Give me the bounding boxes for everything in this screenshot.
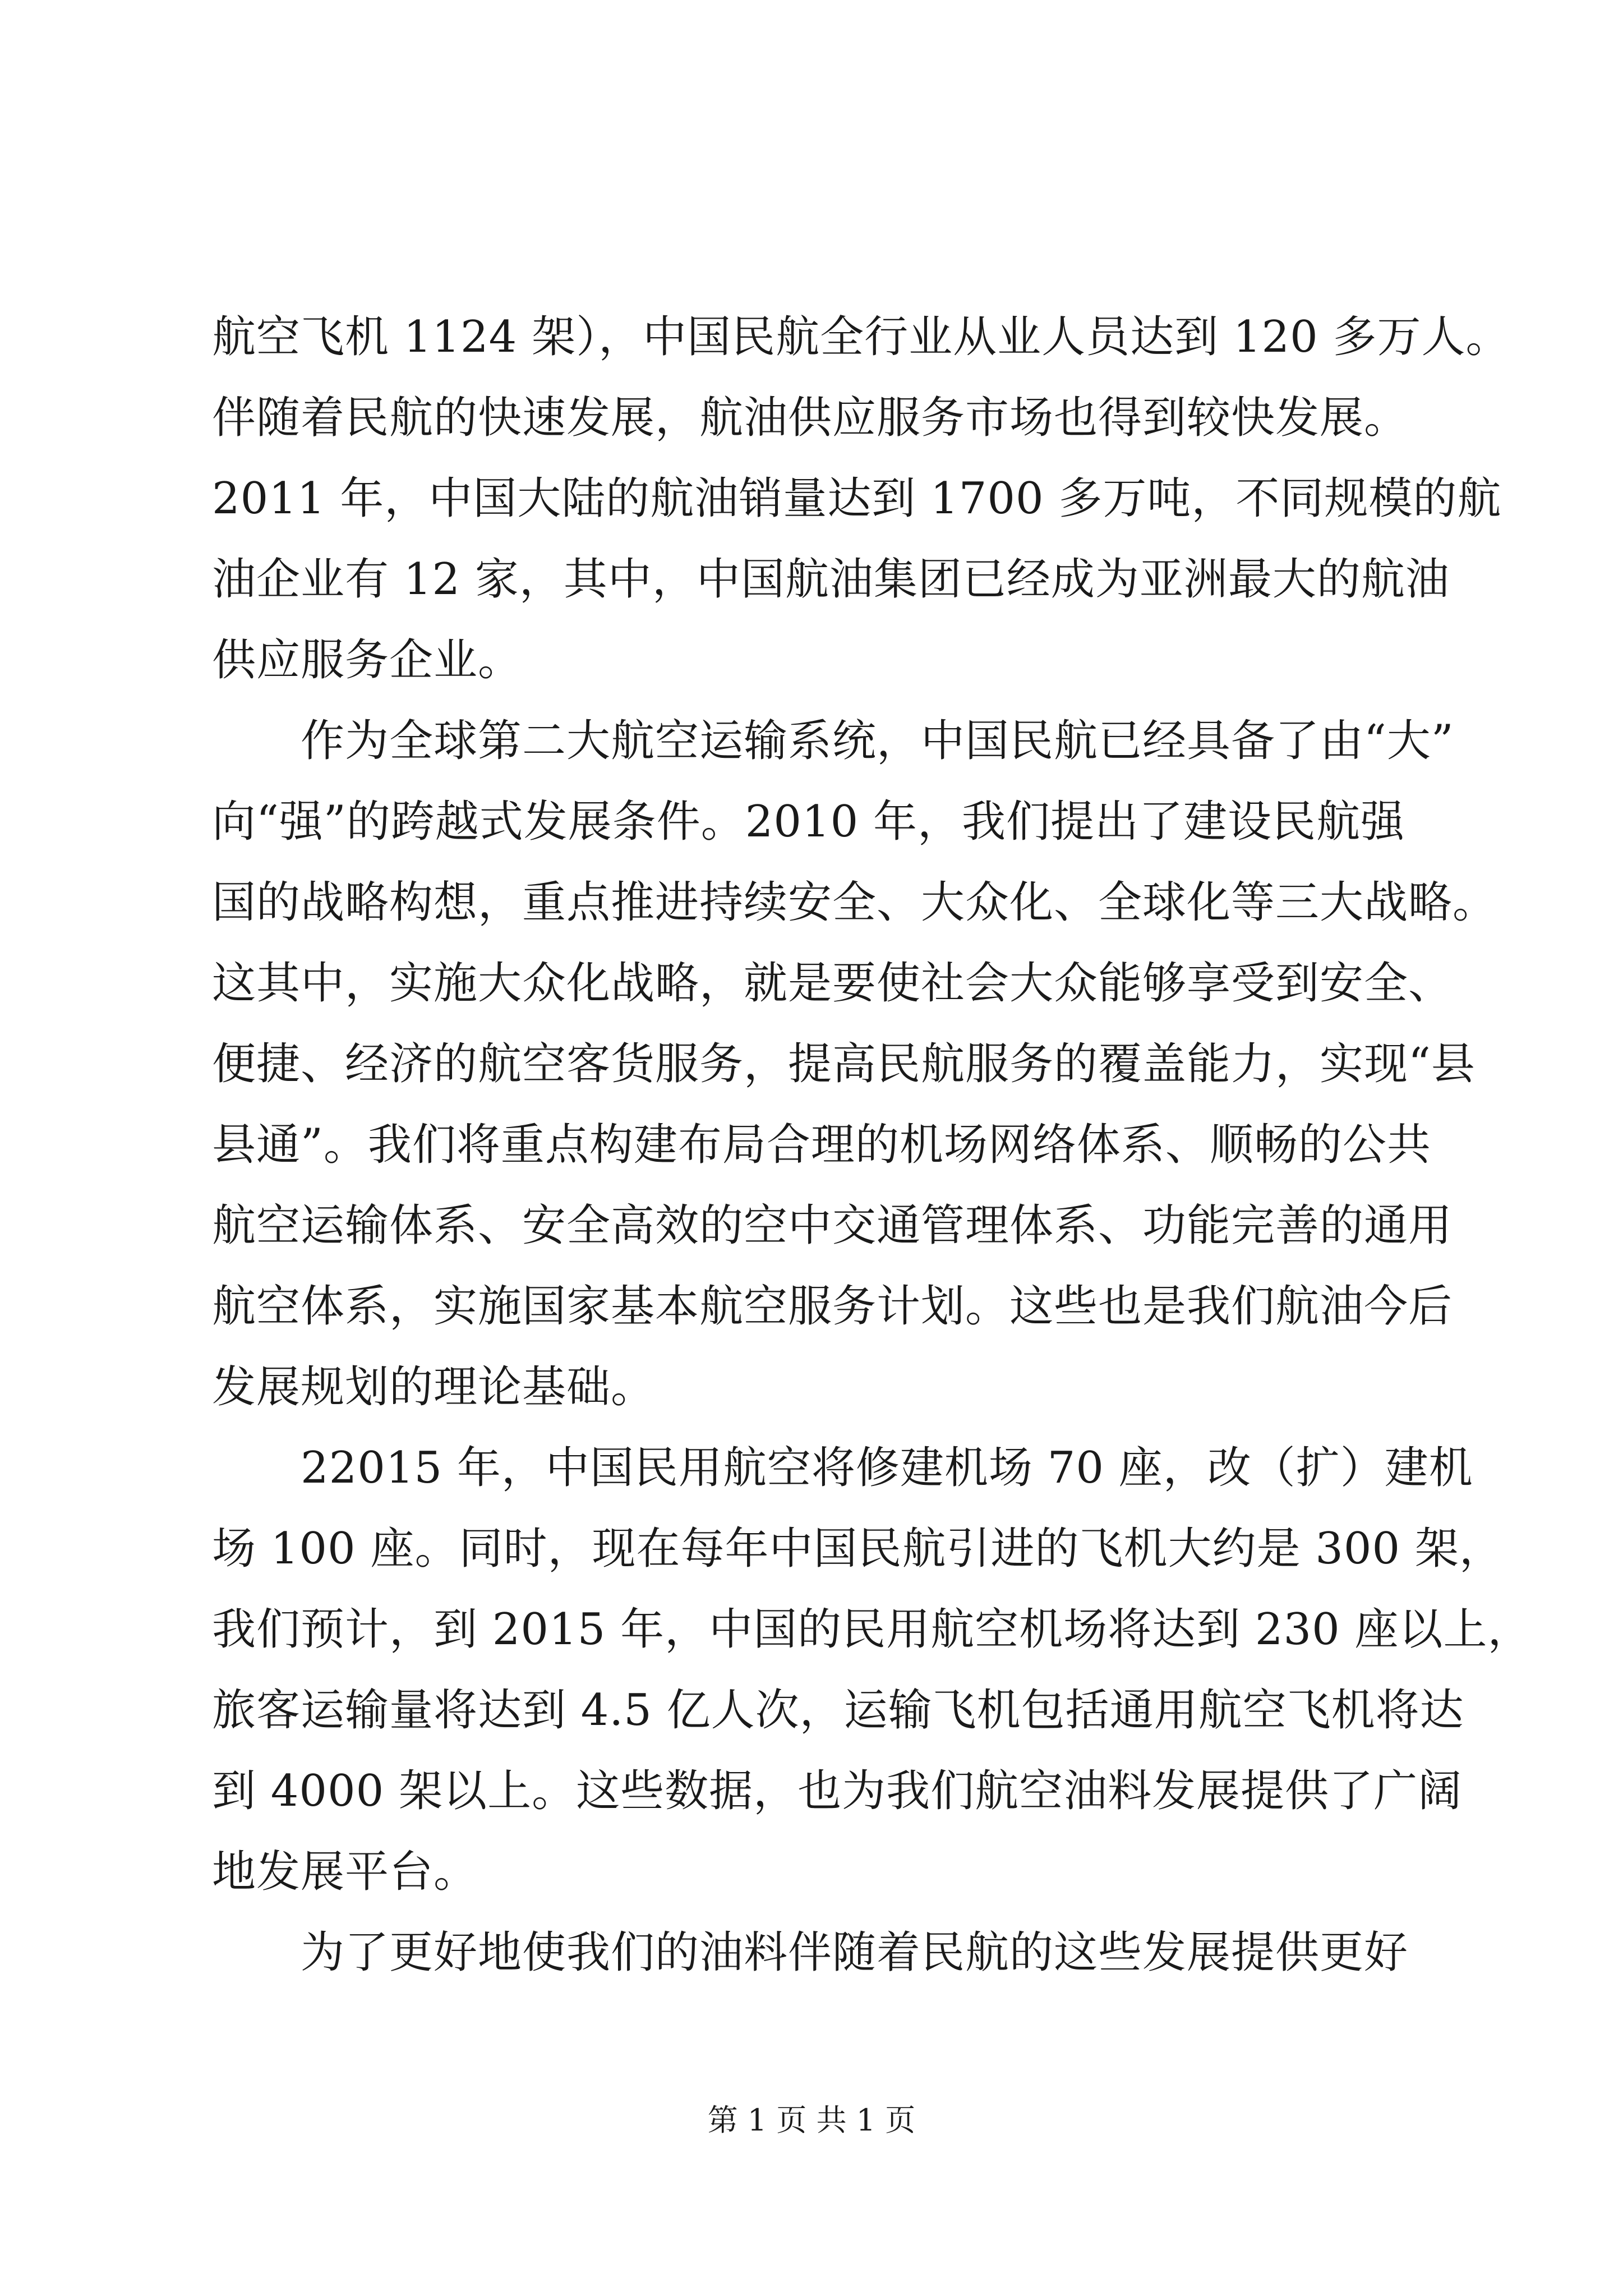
text-line: 2011 年，中国大陆的航油销量达到 1700 多万吨，不同规模的航 [212, 473, 1502, 524]
text-line: 作为全球第二大航空运输系统，中国民航已经具备了由“大” [301, 716, 1454, 766]
text-line: 国的战略构想，重点推进持续安全、大众化、全球化等三大战略。 [212, 877, 1497, 928]
text-line: 这其中，实施大众化战略，就是要使社会大众能够享受到安全、 [212, 958, 1453, 1009]
text-line: 供应服务企业。 [212, 635, 523, 685]
text-line: 便捷、经济的航空客货服务，提高民航服务的覆盖能力，实现“县 [212, 1039, 1476, 1089]
text-line: 航空运输体系、安全高效的空中交通管理体系、功能完善的通用 [212, 1200, 1453, 1251]
text-line: 场 100 座。同时，现在每年中国民航引进的飞机大约是 300 架， [212, 1524, 1504, 1574]
text-line: 22015 年，中国民用航空将修建机场 70 座，改（扩）建机 [301, 1443, 1473, 1493]
text-line: 旅客运输量将达到 4.5 亿人次，运输飞机包括通用航空飞机将达 [212, 1685, 1464, 1736]
text-line: 伴随着民航的快速发展，航油供应服务市场也得到较快发展。 [212, 393, 1409, 443]
text-line: 县通”。我们将重点构建布局合理的机场网络体系、顺畅的公共 [212, 1120, 1431, 1170]
text-line: 为了更好地使我们的油料伴随着民航的这些发展提供更好 [301, 1927, 1409, 1978]
text-line: 我们预计，到 2015 年，中国的民用航空机场将达到 230 座以上， [212, 1604, 1532, 1655]
text-line: 向“强”的跨越式发展条件。2010 年，我们提出了建设民航强 [212, 797, 1405, 847]
text-line: 地发展平台。 [212, 1847, 478, 1897]
text-line: 发展规划的理论基础。 [212, 1362, 656, 1412]
text-line: 到 4000 架以上。这些数据，也为我们航空油料发展提供了广阔 [212, 1766, 1463, 1816]
text-line: 航空体系，实施国家基本航空服务计划。这些也是我们航油今后 [212, 1281, 1453, 1332]
text-line: 航空飞机 1124 架），中国民航全行业从业人员达到 120 多万人。 [212, 312, 1510, 362]
text-line: 油企业有 12 家，其中，中国航油集团已经成为亚洲最大的航油 [212, 554, 1450, 605]
page-footer: 第 1 页 共 1 页 [707, 2102, 916, 2138]
